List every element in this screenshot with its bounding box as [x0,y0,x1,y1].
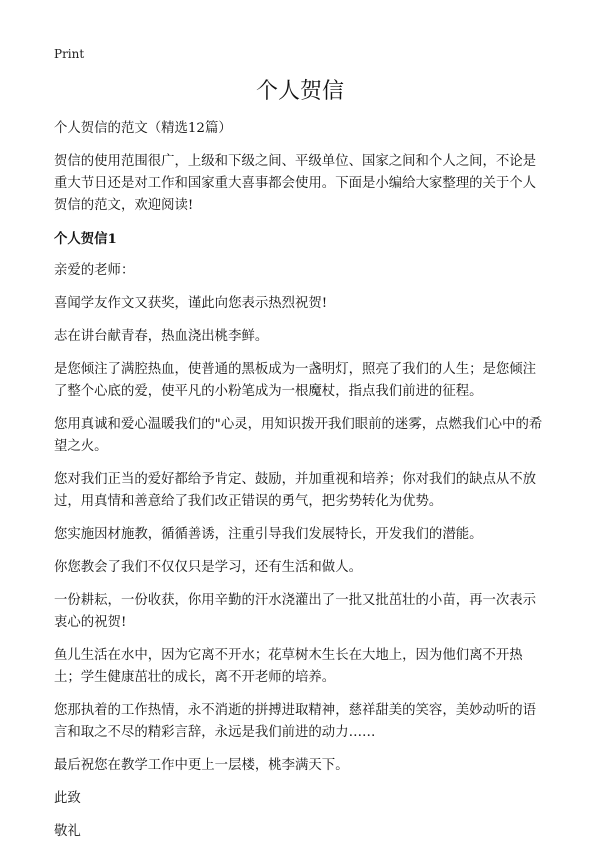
letter-paragraph: 鱼儿生活在水中，因为它离不开水；花草树木生长在大地上，因为他们离不开热土；学生健康茁壮的成长，离不开老师的培养。 [54,648,523,685]
letter-paragraph: 一份耕耘，一份收获，你用辛勤的汗水浇灌出了一批又批茁壮的小苗，再一次表示衷心的祝贺! [54,593,537,630]
letter-paragraph: 喜闻学友作文又获奖，谨此向您表示热烈祝贺! [54,296,328,311]
print-link[interactable]: Print [54,47,85,61]
letter-salutation: 亲爱的老师： [54,263,135,278]
letter-paragraph: 志在讲台献青春，热血浇出桃李鲜。 [54,329,269,344]
document-title: 个人贺信 [255,79,344,104]
letter-paragraph: 你您教会了我们不仅仅只是学习，还有生活和做人。 [54,560,362,575]
letter-paragraph: 是您倾注了满腔热血，使普通的黑板成为一盏明灯，照亮了我们的人生；是您倾注了整个心底的爱，使平凡的小粉笔成为一根魔杖，指点我们前进的征程。 [54,362,537,399]
letter-paragraph: 您那执着的工作热情，永不消逝的拼搏进取精神，慈祥甜美的笑容，美妙动听的语言和取之不尽的精彩言辞，永远是我们前进的动力…… [54,703,537,740]
letter-paragraph: 您用真诚和爱心温暖我们的"心灵，用知识拨开我们眼前的迷雾，点燃我们心中的希望之火。 [54,417,543,454]
letter-paragraph: 最后祝您在教学工作中更上一层楼，桃李满天下。 [54,758,349,773]
section-heading: 个人贺信1 [54,231,117,247]
letter-closing: 此致 [54,791,81,806]
letter-paragraph: 您实施因材施教，循循善诱，注重引导我们发展特长，开发我们的潜能。 [54,527,483,542]
intro-paragraph: 贺信的使用范围很广，上级和下级之间、平级单位、国家之间和个人之间，不论是重大节日还是对工作和国家重大喜事都会使用。下面是小编给大家整理的关于个人贺信的范文，欢迎阅读! [54,154,537,213]
document-body [54,118,548,854]
document-subtitle: 个人贺信的范文（精选12篇） [54,121,232,136]
letter-paragraph: 您对我们正当的爱好都给予肯定、鼓励，并加重视和培养；你对我们的缺点从不放过，用真情和善意给了我们改正错误的勇气，把劣势转化为优势。 [54,472,537,509]
letter-closing: 敬礼 [54,824,81,839]
